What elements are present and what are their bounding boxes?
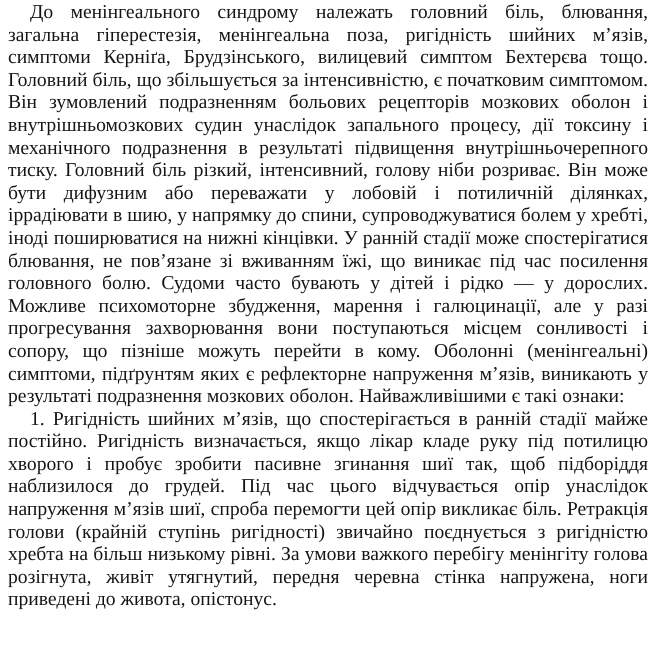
paragraph-meningeal-syndrome: До менінгеального синдрому належать головний біль, блювання, загальна гіперестезія, менінгеальна поза, ригідність шийних м’язів, симптоми Керніґа, Брудзінського, вилицевий симптом Бехтерєва тощо. Головний біль, що збільшується за інтенсивністю, є початковим симптомом. Він зумовлений подразненням больових рецепторів мозкових оболон і внутрішньомозкових судин унаслідок запального процесу, дії токсину і механічного подразнення в результаті підвищення внутрішньочерепного тиску. Головний біль різкий, інтенсивний, голову ніби розриває. Він може бути дифузним або переважати у лобовій і потиличній ділянках, іррадіювати в шию, у напрямку до спини, супроводжуватися болем у хребті, іноді поширюватися на нижні кінцівки. У ранній стадії може спостерігатися блювання, не пов’язане зі вживанням їжі, що виникає під час посилення головного болю. Судоми часто бувають у дітей і рідко — у дорослих. Можливе психомоторне збудження, марення і галюцинації, але у разі прогресування захворювання вони поступаються місцем сонливості і сопору, що пізніше можуть перейти в кому. Оболонні (менінгеальні) симптоми, підґрунтям яких є рефлекторне напруження м’язів, виникають у результаті подразнення мозкових оболон. Найважливішими є такі ознаки:	[8, 2, 648, 408]
paragraph-neck-rigidity: 1. Ригідність шийних м’язів, що спостерігається в ранній стадії майже постійно. Ригідність визначається, якщо лікар кладе руку під потилицю хворого і пробує зробити пасивне згинання шиї так, щоб підборіддя наблизилося до грудей. Під час цього відчувається опір унаслідок напруження м’язів шиї, спроба перемогти цей опір викликає біль. Ретракція голови (крайній ступінь ригідності) звичайно поєднується з ригідністю хребта на більш низькому рівні. За умови важкого перебігу менінгіту голова розігнута, живіт утягнутий, передня черевна стінка напружена, ноги приведені до живота, опістонус.	[8, 408, 648, 611]
